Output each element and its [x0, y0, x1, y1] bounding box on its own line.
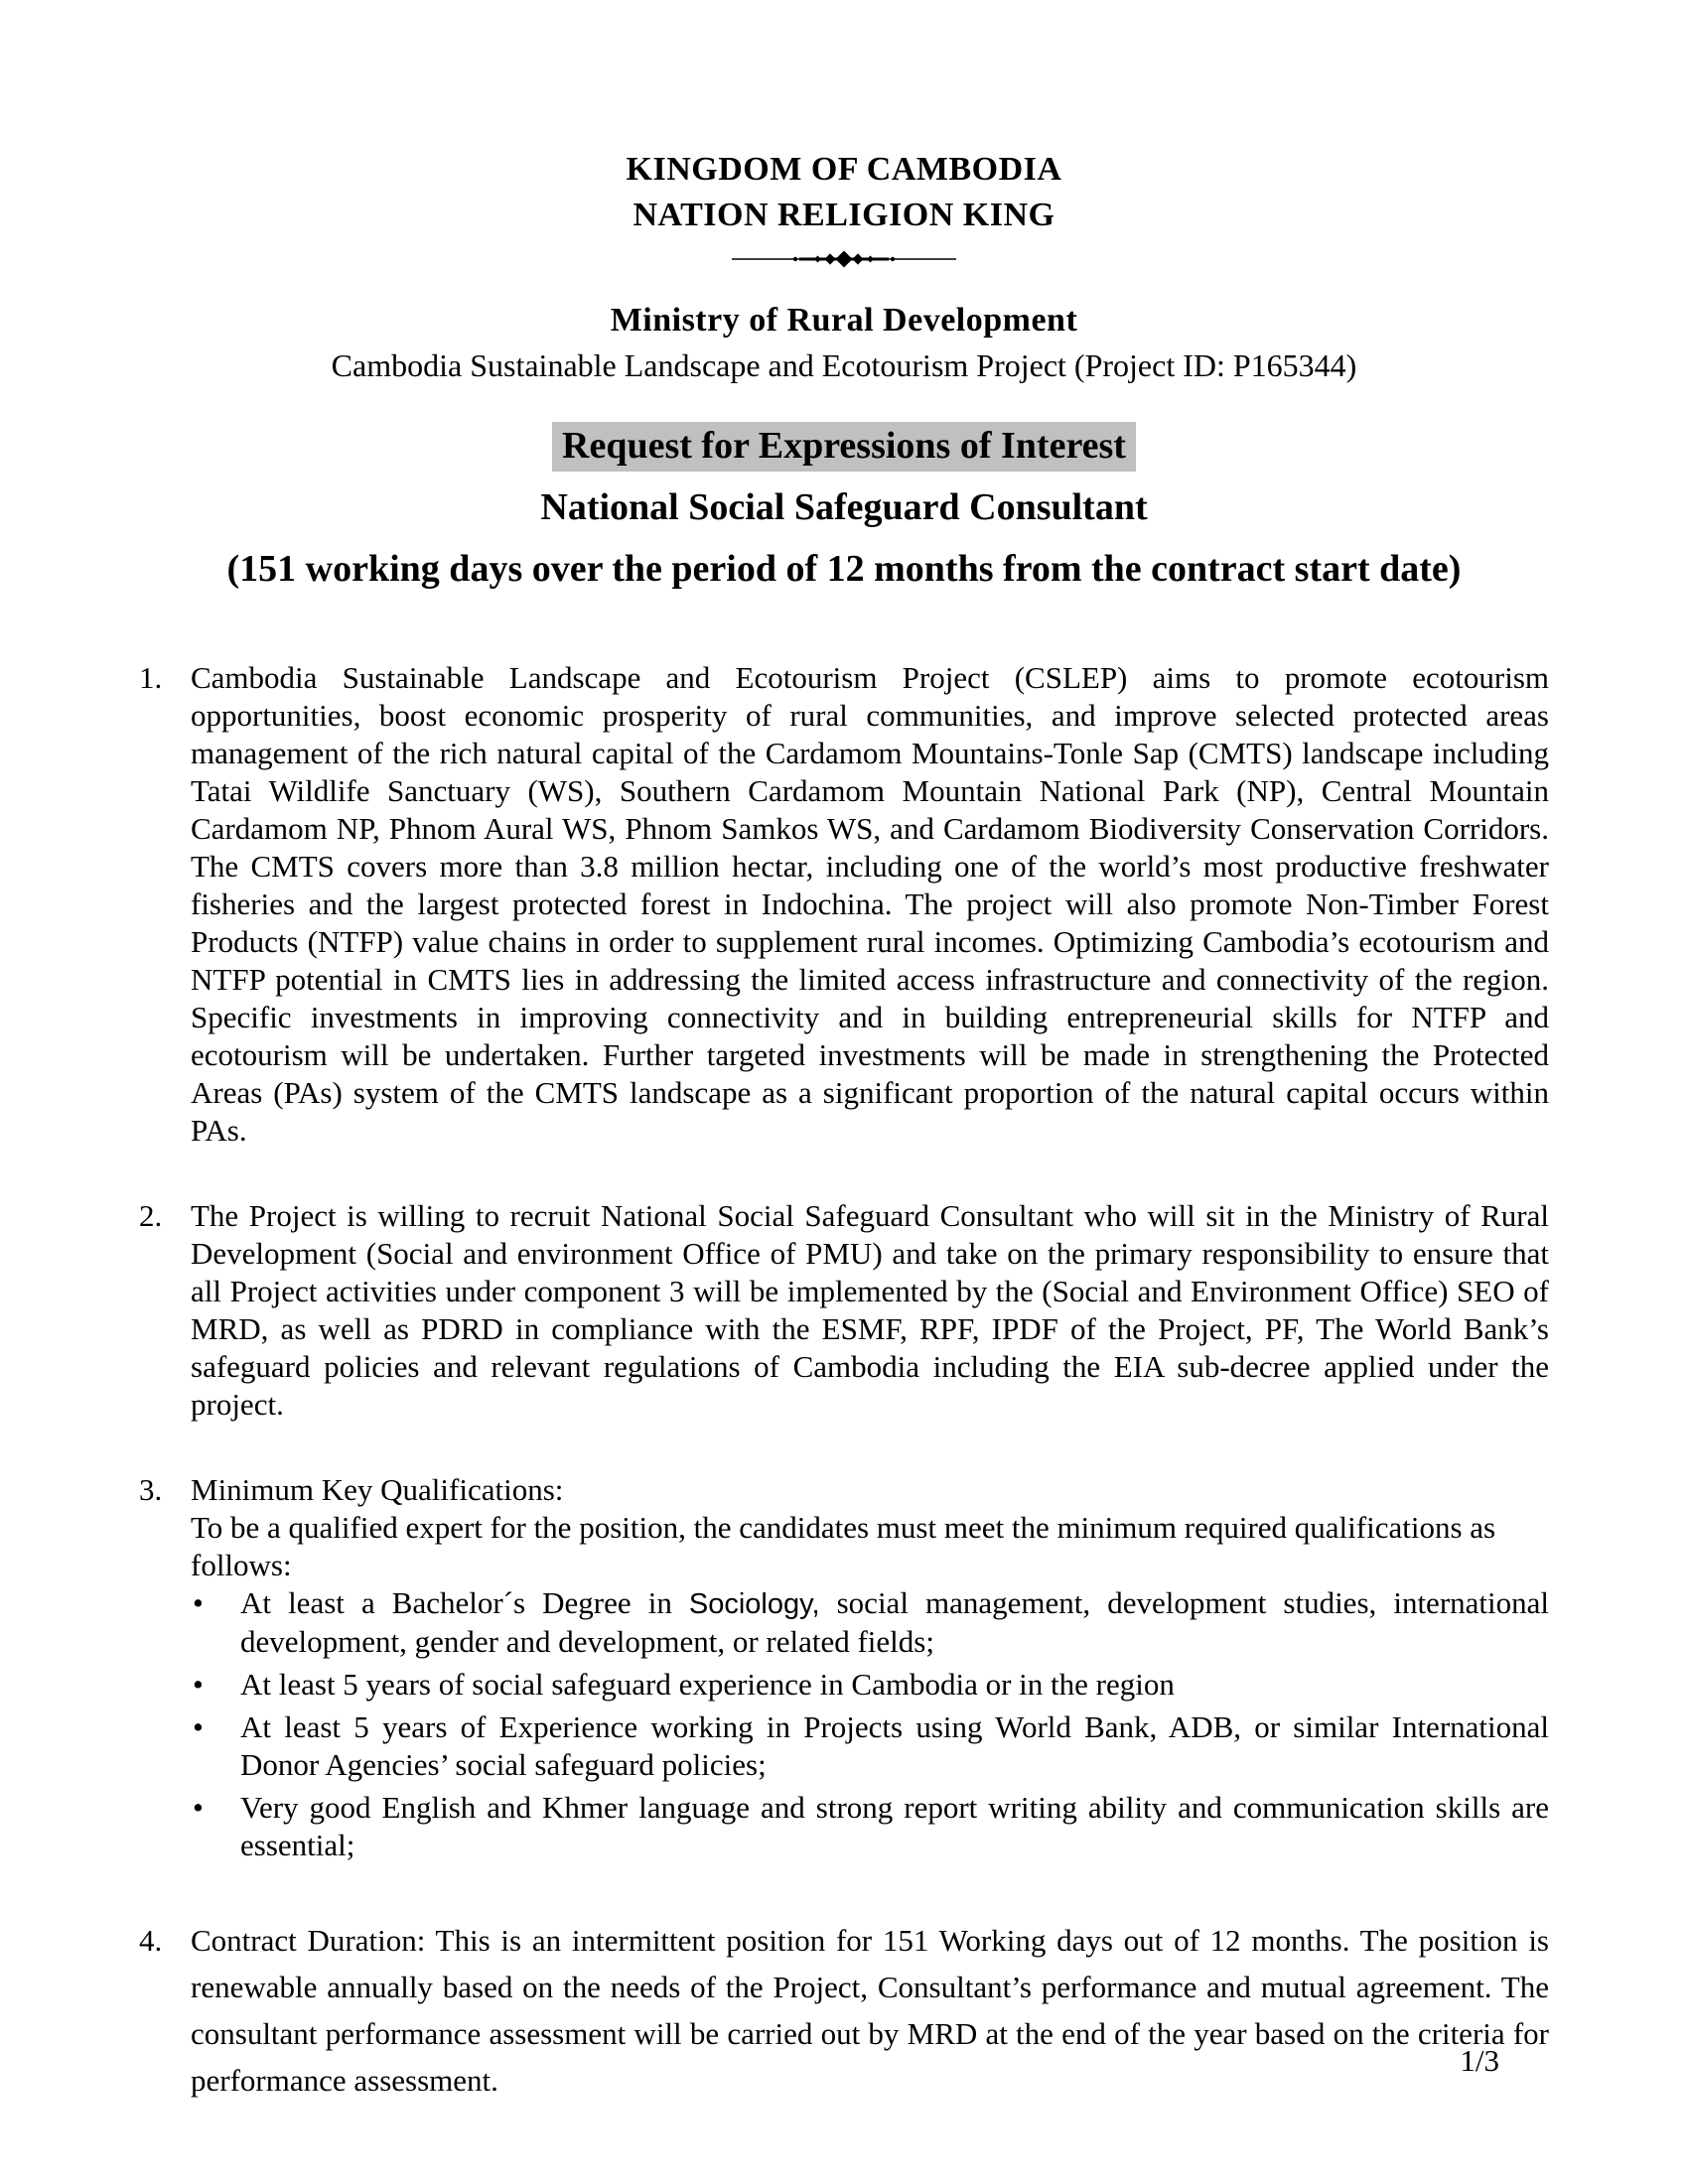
document-header [139, 147, 1549, 387]
bullet-item-experience-donors [191, 1708, 1549, 1784]
item-text: Contract Duration: This is an intermittent position for 151 Working days out of 12 months. The position is renewable annually based on the needs of the Project, Consultant’s performance and mutual agreement. The consultant performance assessment will be carried out by MRD at the end of the year based on the criteria for performance assessment. [191, 1923, 1549, 2098]
kingdom-title: KINGDOM OF CAMBODIA [626, 151, 1062, 188]
national-motto: NATION RELIGION KING [633, 197, 1055, 233]
item-text: The Project is willing to recruit National Social Safeguard Consultant who will sit in the Ministry of Rural Development (Social and environment Office of PMU) and take on the primary responsibility to ensure that all Project activities under component 3 will be implemented by the (Social and Environment Office) SEO of MRD, as well as PDRD in compliance with the ESMF, RPF, IPDF of the Project, PF, The World Bank’s safeguard policies and relevant regulations of Cambodia including the EIA sub-decree applied under the project. [191, 1198, 1549, 1422]
item-number: 3. [139, 1472, 163, 1507]
bullet-dot-icon: • [193, 1585, 204, 1620]
item-text: Cambodia Sustainable Landscape and Ecotourism Project (CSLEP) aims to promote ecotourism opportunities, boost economic prosperity of rural communities, and improve selected protected areas management of the rich natural capital of the Cardamom Mountains-Tonle Sap (CMTS) landscape including Tatai Wildlife Sanctuary (WS), Southern Cardamom Mountain National Park (NP), Central Mountain Cardamom NP, Phnom Aural WS, Phnom Samkos WS, and Cardamom Biodiversity Conservation Corridors. The CMTS covers more than 3.8 million hectar, including one of the world’s most productive freshwater fisheries and the largest protected forest in Indochina. The project will also promote Non-Timber Forest Products (NTFP) value chains in order to supplement rural incomes. Optimizing Cambodia’s ecotourism and NTFP potential in CMTS lies in addressing the limited access infrastructure and connectivity of the region. Specific investments in improving connectivity and in building entrepreneurial skills for NTFP and ecotourism will be undertaken. Further targeted investments will be made in strengthening the Protected Areas (PAs) system of the CMTS landscape as a significant proportion of the natural capital occurs within PAs. [191, 660, 1549, 1148]
bullet-dot-icon: • [193, 1667, 204, 1702]
request-title-line [139, 421, 1549, 471]
bullet-item-language-skills [191, 1789, 1549, 1864]
list-item-qualifications [139, 1471, 1549, 1869]
document-body [139, 659, 1549, 2104]
item-number: 4. [139, 1923, 163, 1958]
divider-ornament-icon [139, 246, 1549, 272]
item-number: 2. [139, 1198, 163, 1233]
qualifications-bullet-list [191, 1584, 1549, 1864]
bullet-item-degree [191, 1584, 1549, 1661]
list-item-recruitment [139, 1197, 1549, 1424]
item-text [191, 1471, 1549, 1869]
bullet-text: At least 5 years of social safeguard experience in Cambodia or in the region [240, 1667, 1175, 1702]
bullet-dot-icon: • [193, 1709, 204, 1744]
position-title: National Social Safeguard Consultant [540, 486, 1148, 528]
page-number: 1/3 [1460, 2043, 1499, 2078]
qualifications-heading: Minimum Key Qualifications: [191, 1472, 564, 1507]
project-subtitle: Cambodia Sustainable Landscape and Ecotourism Project (Project ID: P165344) [331, 347, 1357, 383]
document-title-highlighted: Request for Expressions of Interest [552, 422, 1136, 472]
item-number: 1. [139, 660, 163, 695]
list-item-project-background [139, 659, 1549, 1150]
bullet-text [240, 1584, 1549, 1661]
list-item-contract-duration [139, 1917, 1549, 2104]
bullet-item-experience-region [191, 1666, 1549, 1704]
bullet-text-prefix: At least a Bachelor´s Degree in [240, 1585, 689, 1620]
bullet-text-suffix: social management, development studies, international development, gender and development, or related fields; [240, 1585, 1549, 1659]
duration-subtitle: (151 working days over the period of 12 months from the contract start date) [226, 548, 1462, 590]
ministry-name: Ministry of Rural Development [610, 302, 1078, 339]
page-footer [1460, 2043, 1499, 2079]
bullet-text-altfont: Sociology, [688, 1588, 820, 1620]
bullet-text: Very good English and Khmer language and strong report writing ability and communication skills are essential; [240, 1790, 1549, 1862]
qualifications-intro: To be a qualified expert for the position, the candidates must meet the minimum required qualifications as follows: [191, 1510, 1496, 1582]
bullet-text: At least 5 years of Experience working in Projects using World Bank, ADB, or similar International Donor Agencies’ social safeguard policies; [240, 1709, 1549, 1782]
bullet-dot-icon: • [193, 1790, 204, 1825]
title-block [139, 421, 1549, 594]
